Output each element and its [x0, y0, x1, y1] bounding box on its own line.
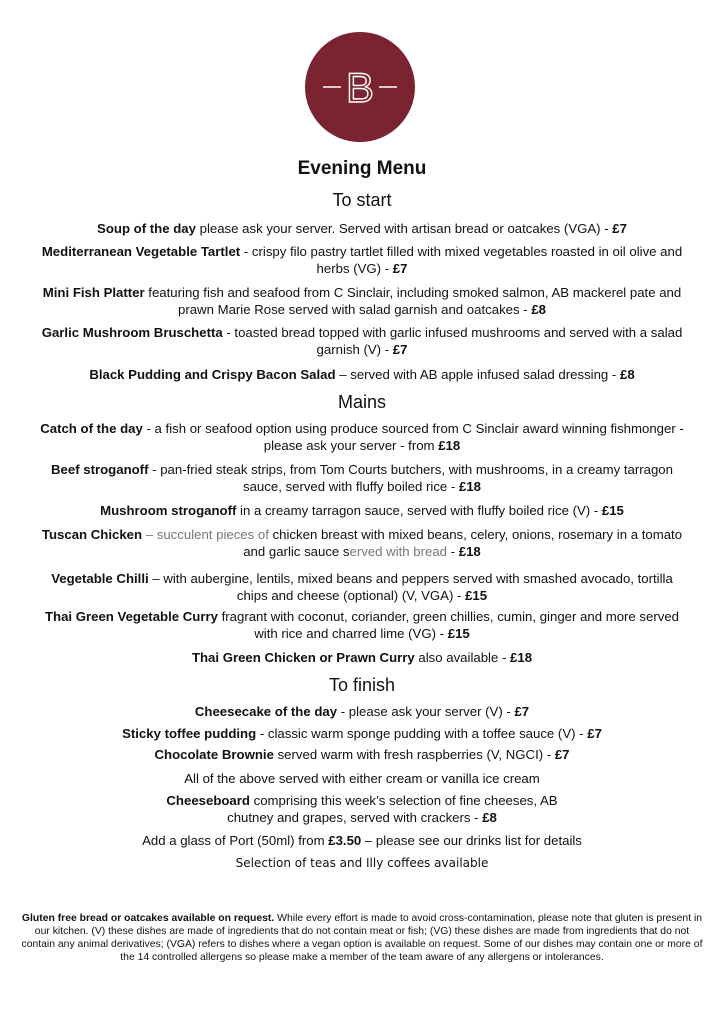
- item-desc: chicken breast with mixed beans, celery, onions, rosemary in a tomato and garlic sauce s: [243, 527, 683, 559]
- item-price: £18: [458, 479, 481, 494]
- item-desc: - crispy filo pastry tartlet filled with mixed vegetables roasted in oil olive and herbs (VG) -: [240, 244, 683, 276]
- item-price: £18: [458, 544, 481, 559]
- item-desc-muted: erved with bread: [349, 544, 448, 559]
- menu-item: [40, 366, 684, 383]
- item-name: Cheeseboard: [166, 793, 250, 808]
- item-desc: featuring fish and seafood from C Sinclair, including smoked salmon, AB mackerel pate and prawn Marie Rose served with salad garnish and oatcakes -: [144, 285, 682, 317]
- item-desc: please ask your server. Served with artisan bread or oatcakes (VGA) -: [195, 221, 613, 236]
- item-desc: - classic warm sponge pudding with a toffee sauce (V) -: [256, 726, 588, 741]
- item-price: £7: [392, 342, 408, 357]
- footer-bold: Gluten free bread or oatcakes available on request.: [21, 913, 275, 924]
- item-price: £8: [620, 367, 635, 382]
- port-price: £3.50: [328, 833, 362, 848]
- page-title: Evening Menu: [297, 158, 427, 179]
- menu-item: [40, 324, 684, 358]
- section-heading-mains: Mains: [337, 392, 386, 412]
- item-name: Mushroom stroganoff: [100, 503, 237, 518]
- item-price: £7: [392, 261, 408, 276]
- menu-item: [40, 220, 684, 237]
- item-name: Tuscan Chicken: [41, 527, 143, 542]
- section-heading-finish: To finish: [328, 675, 396, 695]
- item-desc: – with aubergine, lentils, mixed beans and peppers served with smashed avocado, tortilla chips and cheese (optional) (V, VGA) -: [148, 571, 673, 603]
- item-sep: -: [447, 544, 459, 559]
- item-desc: fragrant with coconut, coriander, green chillies, cumin, ginger and more served with rice and charred lime (VG) -: [217, 609, 680, 641]
- item-name: Black Pudding and Crispy Bacon Salad: [89, 367, 336, 382]
- item-name: Thai Green Vegetable Curry: [44, 609, 218, 624]
- menu-item: [40, 502, 684, 519]
- item-desc: comprising this week’s selection of fine cheeses, AB chutney and grapes, served with crackers -: [227, 793, 558, 825]
- menu-item: [155, 792, 569, 826]
- item-name: Catch of the day: [40, 421, 143, 436]
- menu-item: [32, 608, 692, 642]
- item-name: Vegetable Chilli: [51, 571, 149, 586]
- item-name: Mini Fish Platter: [42, 285, 145, 300]
- logo-letter: B: [345, 64, 375, 111]
- item-name: Beef stroganoff: [51, 462, 149, 477]
- item-desc: - toasted bread topped with garlic infused mushrooms and served with a salad garnish (V) -: [222, 325, 683, 357]
- item-price: £7: [514, 704, 530, 719]
- logo: [305, 32, 415, 142]
- port-pre: Add a glass of Port (50ml) from: [142, 833, 329, 848]
- item-name: Soup of the day: [97, 221, 196, 236]
- footer-text: While every effort is made to avoid cross-contamination, please note that gluten is present in our kitchen. (V) these dishes are made of ingredients that do not contain meat or fish; (VG) these dishes are made from ingredients that do not contain any animal derivatives; (VGA) refers to dishes where a vegan option is available on request. Some of our dishes may contain one or more of the 14 controlled allergens so please make a member of the team aware of any allergens or intolerances.: [21, 913, 703, 963]
- item-desc: also available -: [414, 650, 511, 665]
- item-desc: - please ask your server (V) -: [337, 704, 515, 719]
- item-price: £8: [482, 810, 497, 825]
- menu-item: [40, 526, 684, 560]
- item-price: £15: [447, 626, 470, 641]
- item-price: £18: [438, 438, 461, 453]
- served-note: All of the above served with either cream or vanilla ice cream: [184, 771, 540, 786]
- item-desc: in a creamy tarragon sauce, served with fluffy boiled rice (V) -: [236, 503, 602, 518]
- menu-item: [40, 420, 684, 454]
- port-post: – please see our drinks list for details: [361, 833, 582, 848]
- item-price: £8: [531, 302, 546, 317]
- item-price: £15: [465, 588, 488, 603]
- item-desc: served warm with fresh raspberries (V, NGCI) -: [273, 747, 555, 762]
- item-price: £15: [601, 503, 624, 518]
- menu-item: [40, 746, 684, 763]
- port-note: [40, 832, 684, 849]
- item-name: Cheesecake of the day: [194, 704, 338, 719]
- item-desc-muted: – succulent pieces of: [142, 527, 273, 542]
- item-desc: - a fish or seafood option using produce sourced from C Sinclair award winning fishmonger - please ask your server - from: [142, 421, 684, 453]
- item-name: Thai Green Chicken or Prawn Curry: [191, 650, 415, 665]
- item-price: £7: [587, 726, 602, 741]
- item-desc: – served with AB apple infused salad dressing -: [335, 367, 620, 382]
- menu-item: [40, 725, 684, 742]
- item-name: Sticky toffee pudding: [122, 726, 257, 741]
- item-name: Chocolate Brownie: [154, 747, 274, 762]
- item-price: £7: [554, 747, 570, 762]
- allergen-footer: [20, 912, 704, 964]
- menu-item: [40, 649, 684, 666]
- logo-mark-icon: [305, 32, 415, 142]
- item-price: £7: [612, 221, 627, 236]
- menu-item: [40, 703, 684, 720]
- menu-item: [40, 243, 684, 277]
- teas-note: Selection of teas and Illy coffees available: [235, 856, 489, 870]
- menu-item: [40, 570, 684, 604]
- item-desc: - pan-fried steak strips, from Tom Courts butchers, with mushrooms, in a creamy tarragon sauce, served with fluffy boiled rice -: [148, 462, 673, 494]
- item-name: Mediterranean Vegetable Tartlet: [41, 244, 241, 259]
- item-name: Garlic Mushroom Bruschetta: [41, 325, 223, 340]
- menu-item: [40, 284, 684, 318]
- menu-item: [40, 461, 684, 495]
- section-heading-start: To start: [332, 190, 392, 210]
- item-price: £18: [510, 650, 533, 665]
